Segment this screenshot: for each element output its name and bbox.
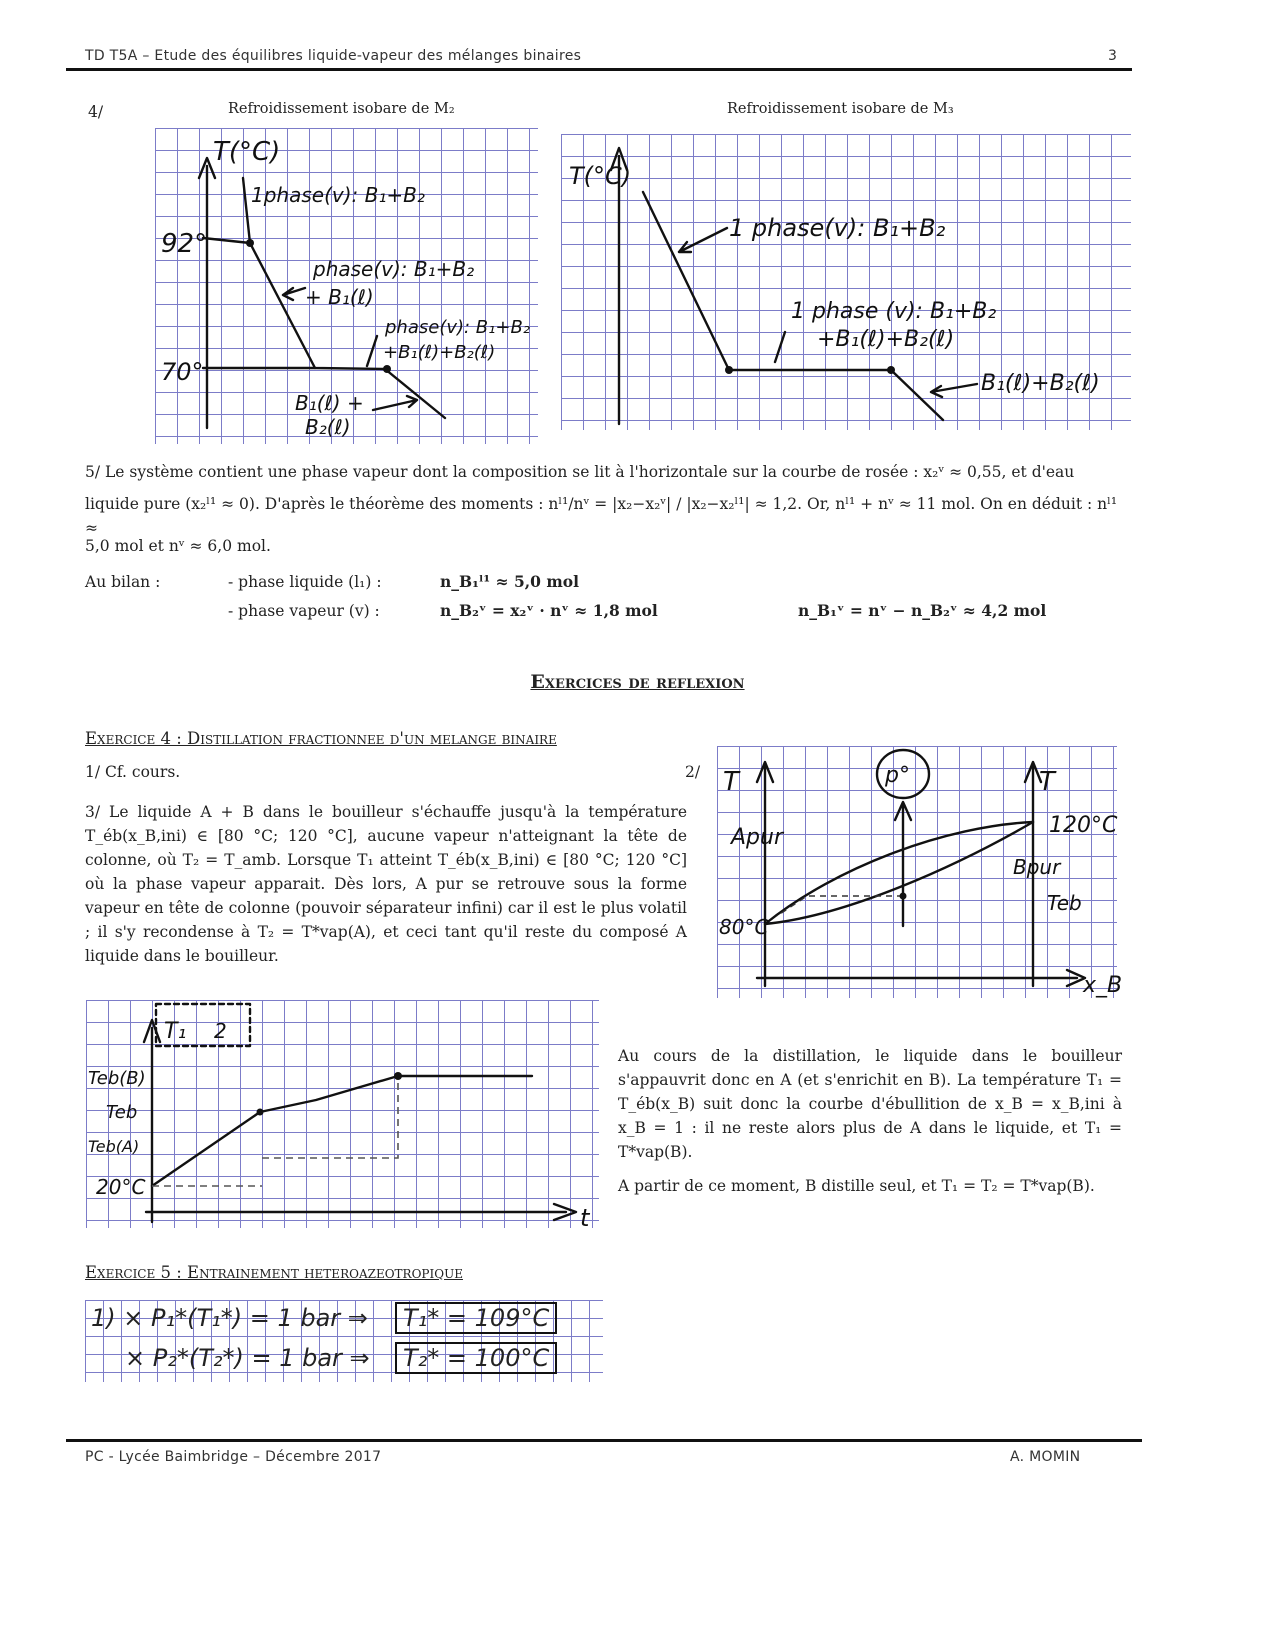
arrow-1	[679, 228, 727, 252]
x-axis	[757, 970, 1085, 986]
liquid-phase-label: - phase liquide (l₁) :	[228, 573, 382, 591]
teb-b-label: Teb(B)	[88, 1068, 146, 1089]
t-axis-label-right: T	[1039, 767, 1055, 797]
note-three-phase-b: +B₁(ℓ)+B₂(ℓ)	[383, 342, 496, 363]
q5-line-3: 5,0 mol et nᵛ ≈ 6,0 mol.	[85, 537, 271, 555]
t-high-label: 92°	[161, 229, 208, 259]
note-solid-b: B₂(ℓ)	[305, 415, 351, 439]
note-liquids: B₁(ℓ)+B₂(ℓ)	[981, 371, 1100, 396]
end-eutectic-marker	[887, 366, 895, 374]
time-axis-label: t	[580, 1204, 590, 1232]
time-axis	[146, 1204, 576, 1220]
ex5-line-2a: × P₂*(T₂*) = 1 bar ⇒	[125, 1344, 370, 1372]
t-axis-left	[757, 762, 773, 986]
arrow-2	[775, 332, 785, 362]
ex5-handwritten-answer	[85, 1300, 603, 1382]
footer-rule	[66, 1439, 1142, 1442]
eutectic-end-marker	[383, 365, 391, 373]
y-label: T(°C)	[213, 137, 281, 167]
arrow-2	[367, 336, 377, 366]
t1-curve	[152, 1076, 532, 1186]
ex4-para-1: Au cours de la distillation, le liquide dans le bouilleur s'appauvrit donc en A (et s'enrichit en B). La température T₁ = T_éb(x_B) suit donc la courbe d'ébullition de x_B = x_B,ini à x_B = 1 : il ne reste alors plus de A dans le liquide, et T₁ = T*vap(B).	[618, 1047, 1122, 1161]
teb-label: Teb	[1047, 891, 1082, 915]
vapour-phase-value-1: n_B₂ᵛ = x₂ᵛ · nᵛ ≈ 1,8 mol	[440, 601, 658, 620]
dew-curve	[765, 822, 1033, 924]
temperature-ticks	[203, 238, 315, 368]
q4-number: 4/	[88, 103, 104, 121]
ex4-para-2: A partir de ce moment, B distille seul, et T₁ = T₂ = T*vap(B).	[618, 1177, 1095, 1195]
header-rule	[66, 68, 1132, 71]
ex5-title: Exercice 5 : Entrainement heteroazeotropique	[85, 1263, 463, 1282]
y-axis	[199, 158, 215, 428]
ex5-line-1a: 1) × P₁*(T₁*) = 1 bar ⇒	[91, 1304, 368, 1332]
header-title: TD T5A – Etude des équilibres liquide-vapeur des mélanges binaires	[85, 48, 582, 64]
note-two-phase-b: + B₁(ℓ)	[305, 285, 374, 309]
t-80-label: 80°C	[719, 915, 769, 939]
teb-label: Teb	[106, 1102, 138, 1123]
note-three-phase-a: phase(v): B₁+B₂	[385, 317, 531, 338]
tie-line	[777, 896, 903, 916]
footer-left: PC - Lycée Baimbridge – Décembre 2017	[85, 1449, 382, 1465]
section-title: Exercices de reflexion	[530, 671, 745, 693]
cooling-plot-m3	[561, 134, 1131, 430]
right-caption: Refroidissement isobare de M₃	[727, 101, 954, 117]
bubble-curve	[765, 822, 1033, 924]
boiling-end-marker	[394, 1072, 402, 1080]
note-one-phase: 1phase(v): B₁+B₂	[251, 183, 425, 207]
teb-a-label: Teb(A)	[88, 1137, 140, 1156]
legend-t2: 2	[214, 1019, 227, 1043]
cooling-plot-m2	[155, 128, 538, 444]
t-axis-label-left: T	[723, 767, 739, 797]
ex4-q1: 1/ Cf. cours.	[85, 763, 181, 781]
vapour-phase-value-2: n_B₁ᵛ = nᵛ − n_B₂ᵛ ≈ 4,2 mol	[798, 601, 1047, 620]
ex5-line-2b: T₂* = 100°C	[395, 1342, 557, 1374]
t-20-label: 20°C	[96, 1175, 146, 1199]
q5-line-2: liquide pure (x₂ˡ¹ ≈ 0). D'après le théorème des moments : nˡ¹/nᵛ = |x₂−x₂ᵛ| / |x₂−x₂ˡ¹| ≈ 1,2. Or, nˡ¹ + nᵛ ≈ 11 mol. On en déduit : nˡ¹ ≈	[85, 495, 1118, 537]
start-eutectic-marker	[725, 366, 733, 374]
boiling-start-marker	[257, 1109, 264, 1116]
t2-curve	[152, 1076, 398, 1186]
ex5-line-1b: T₁* = 109°C	[395, 1302, 557, 1334]
composition-marker	[900, 893, 907, 900]
note-two-phase-a: phase(v): B₁+B₂	[313, 257, 475, 281]
left-caption: Refroidissement isobare de M₂	[228, 101, 455, 117]
t-120-label: 120°C	[1049, 813, 1118, 838]
y-label: T(°C)	[569, 162, 632, 190]
arrow-3	[931, 384, 977, 397]
pressure-label: p°	[885, 763, 910, 788]
temperature-time-plot	[86, 1000, 599, 1232]
ex4-q3: 3/ Le liquide A + B dans le bouilleur s'échauffe jusqu'à la température T_éb(x_B,ini) ∈ [80 °C; 120 °C], aucune vapeur n'atteignant la tête de colonne, où T₂ = T_amb. Lorsque T₁ atteint T_éb(x_B,ini) ∈ [80 °C; 120 °C] où la phase vapeur apparait. Dès lors, A pur se retrouve sous la forme vapeur en tête de colonne (pouvoir séparateur infini) car il est le plus volatil ; il s'y recondense à T₂ = T*vap(A), et ceci tant qu'il reste du composé A liquide dans le bouilleur.	[85, 803, 687, 965]
t-axis	[144, 1020, 160, 1222]
arrow-1	[283, 288, 305, 300]
pressure-arrow	[895, 802, 911, 926]
note-three-phase-a: 1 phase (v): B₁+B₂	[791, 299, 997, 324]
page-number: 3	[1108, 48, 1118, 64]
arrow-3	[373, 396, 417, 410]
liquid-phase-value: n_B₁ˡ¹ ≈ 5,0 mol	[440, 572, 579, 591]
b-pur-label: Bpur	[1013, 855, 1061, 879]
ex4-q2: 2/	[685, 763, 701, 781]
bilan-label: Au bilan :	[85, 573, 161, 591]
t-low-label: 70°	[161, 358, 204, 386]
binary-phase-diagram	[717, 746, 1123, 998]
q5-line-1: 5/ Le système contient une phase vapeur dont la composition se lit à l'horizontale sur la courbe de rosée : x₂ᵛ ≈ 0,55, et d'eau	[85, 463, 1075, 481]
ex4-title: Exercice 4 : Distillation fractionnee d'un melange binaire	[85, 729, 557, 748]
note-one-phase: 1 phase(v): B₁+B₂	[729, 214, 946, 242]
vapour-phase-label: - phase vapeur (v) :	[228, 602, 380, 620]
note-three-phase-b: +B₁(ℓ)+B₂(ℓ)	[817, 327, 955, 352]
legend-t1: T₁	[164, 1019, 187, 1044]
x-axis-label: x_B	[1083, 973, 1123, 998]
a-pur-label: Apur	[731, 825, 784, 850]
note-solid-a: B₁(ℓ) +	[295, 391, 364, 415]
footer-right: A. MOMIN	[1010, 1449, 1081, 1465]
